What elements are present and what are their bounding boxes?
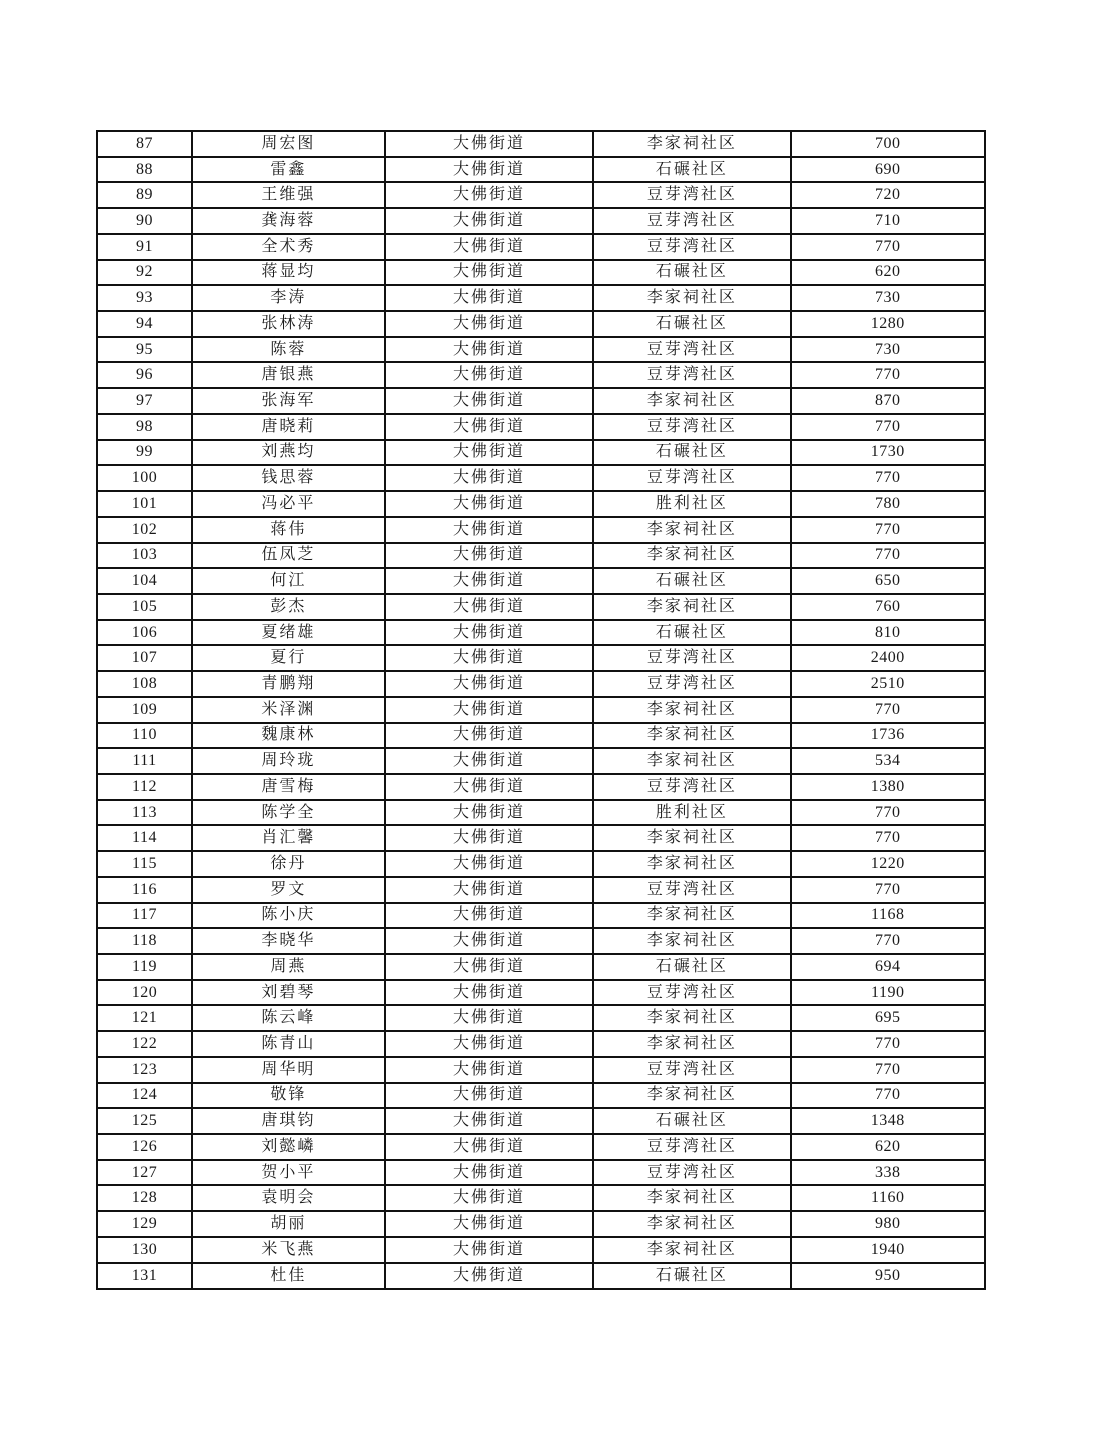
table-row [97,260,985,286]
table-row [97,877,985,903]
person-name-cell: 夏绪雄 [192,620,385,646]
amount-cell: 694 [791,954,986,980]
table-row [97,362,985,388]
person-name-cell: 袁明会 [192,1185,385,1211]
person-name-cell: 青鹏翔 [192,671,385,697]
community-cell: 李家祠社区 [593,543,790,569]
amount-cell: 870 [791,388,986,414]
row-index-cell: 92 [97,260,192,286]
amount-cell: 810 [791,620,986,646]
person-name-cell: 唐晓莉 [192,414,385,440]
table-row [97,491,985,517]
person-name-cell: 杜佳 [192,1263,385,1289]
person-name-cell: 贺小平 [192,1160,385,1186]
row-index-cell: 125 [97,1108,192,1134]
person-name-cell: 米飞燕 [192,1237,385,1263]
street-cell: 大佛街道 [385,620,594,646]
row-index-cell: 123 [97,1057,192,1083]
row-index-cell: 99 [97,440,192,466]
row-index-cell: 93 [97,285,192,311]
community-cell: 李家祠社区 [593,903,790,929]
table-row [97,337,985,363]
row-index-cell: 96 [97,362,192,388]
street-cell: 大佛街道 [385,928,594,954]
person-name-cell: 周华明 [192,1057,385,1083]
amount-cell: 770 [791,543,986,569]
amount-cell: 770 [791,928,986,954]
row-index-cell: 97 [97,388,192,414]
street-cell: 大佛街道 [385,285,594,311]
community-cell: 豆芽湾社区 [593,645,790,671]
street-cell: 大佛街道 [385,1160,594,1186]
street-cell: 大佛街道 [385,234,594,260]
row-index-cell: 103 [97,543,192,569]
street-cell: 大佛街道 [385,1031,594,1057]
person-name-cell: 李晓华 [192,928,385,954]
street-cell: 大佛街道 [385,465,594,491]
person-name-cell: 唐琪钧 [192,1108,385,1134]
person-name-cell: 夏行 [192,645,385,671]
person-name-cell: 雷鑫 [192,157,385,183]
table-row [97,1057,985,1083]
community-cell: 李家祠社区 [593,748,790,774]
table-row [97,1108,985,1134]
street-cell: 大佛街道 [385,748,594,774]
community-cell: 李家祠社区 [593,1005,790,1031]
table-row [97,1185,985,1211]
row-index-cell: 105 [97,594,192,620]
row-index-cell: 101 [97,491,192,517]
amount-cell: 770 [791,697,986,723]
community-cell: 豆芽湾社区 [593,1160,790,1186]
row-index-cell: 111 [97,748,192,774]
table-row [97,1237,985,1263]
community-cell: 李家祠社区 [593,285,790,311]
street-cell: 大佛街道 [385,517,594,543]
table-row [97,414,985,440]
street-cell: 大佛街道 [385,1263,594,1289]
street-cell: 大佛街道 [385,1005,594,1031]
street-cell: 大佛街道 [385,851,594,877]
row-index-cell: 119 [97,954,192,980]
community-cell: 豆芽湾社区 [593,1057,790,1083]
row-index-cell: 91 [97,234,192,260]
community-cell: 李家祠社区 [593,1185,790,1211]
street-cell: 大佛街道 [385,388,594,414]
person-name-cell: 周燕 [192,954,385,980]
street-cell: 大佛街道 [385,800,594,826]
community-cell: 石碾社区 [593,620,790,646]
amount-cell: 770 [791,362,986,388]
community-cell: 豆芽湾社区 [593,362,790,388]
community-cell: 李家祠社区 [593,131,790,157]
community-cell: 豆芽湾社区 [593,1134,790,1160]
amount-cell: 1190 [791,980,986,1006]
row-index-cell: 100 [97,465,192,491]
row-index-cell: 116 [97,877,192,903]
table-row [97,311,985,337]
table-row [97,980,985,1006]
person-name-cell: 陈小庆 [192,903,385,929]
row-index-cell: 102 [97,517,192,543]
street-cell: 大佛街道 [385,1134,594,1160]
person-name-cell: 蒋伟 [192,517,385,543]
table-row [97,1211,985,1237]
street-cell: 大佛街道 [385,414,594,440]
amount-cell: 730 [791,285,986,311]
table-row [97,208,985,234]
community-cell: 豆芽湾社区 [593,337,790,363]
table-row [97,568,985,594]
community-cell: 石碾社区 [593,954,790,980]
amount-cell: 770 [791,517,986,543]
table-row [97,723,985,749]
table-row [97,903,985,929]
table-row [97,748,985,774]
table-row [97,645,985,671]
community-cell: 豆芽湾社区 [593,877,790,903]
community-cell: 李家祠社区 [593,851,790,877]
row-index-cell: 117 [97,903,192,929]
community-cell: 豆芽湾社区 [593,465,790,491]
street-cell: 大佛街道 [385,337,594,363]
row-index-cell: 113 [97,800,192,826]
community-cell: 李家祠社区 [593,594,790,620]
row-index-cell: 130 [97,1237,192,1263]
amount-cell: 700 [791,131,986,157]
amount-cell: 770 [791,1031,986,1057]
street-cell: 大佛街道 [385,825,594,851]
person-name-cell: 何江 [192,568,385,594]
table-row [97,285,985,311]
community-cell: 石碾社区 [593,568,790,594]
row-index-cell: 127 [97,1160,192,1186]
person-name-cell: 王维强 [192,182,385,208]
table-row [97,954,985,980]
person-name-cell: 胡丽 [192,1211,385,1237]
street-cell: 大佛街道 [385,774,594,800]
community-cell: 石碾社区 [593,157,790,183]
roster-table [96,130,986,1290]
community-cell: 豆芽湾社区 [593,208,790,234]
community-cell: 豆芽湾社区 [593,774,790,800]
row-index-cell: 126 [97,1134,192,1160]
community-cell: 李家祠社区 [593,928,790,954]
amount-cell: 338 [791,1160,986,1186]
street-cell: 大佛街道 [385,1057,594,1083]
amount-cell: 730 [791,337,986,363]
person-name-cell: 彭杰 [192,594,385,620]
table-row [97,697,985,723]
community-cell: 李家祠社区 [593,388,790,414]
street-cell: 大佛街道 [385,208,594,234]
row-index-cell: 95 [97,337,192,363]
community-cell: 豆芽湾社区 [593,414,790,440]
row-index-cell: 88 [97,157,192,183]
table-row [97,1083,985,1109]
amount-cell: 720 [791,182,986,208]
table-row [97,620,985,646]
row-index-cell: 110 [97,723,192,749]
amount-cell: 770 [791,414,986,440]
amount-cell: 1168 [791,903,986,929]
row-index-cell: 114 [97,825,192,851]
street-cell: 大佛街道 [385,440,594,466]
person-name-cell: 唐银燕 [192,362,385,388]
person-name-cell: 肖汇馨 [192,825,385,851]
amount-cell: 980 [791,1211,986,1237]
community-cell: 石碾社区 [593,1263,790,1289]
person-name-cell: 罗文 [192,877,385,903]
amount-cell: 1736 [791,723,986,749]
table-row [97,1031,985,1057]
amount-cell: 760 [791,594,986,620]
amount-cell: 770 [791,465,986,491]
community-cell: 石碾社区 [593,440,790,466]
street-cell: 大佛街道 [385,723,594,749]
person-name-cell: 陈云峰 [192,1005,385,1031]
community-cell: 李家祠社区 [593,697,790,723]
street-cell: 大佛街道 [385,594,594,620]
person-name-cell: 敬锋 [192,1083,385,1109]
row-index-cell: 94 [97,311,192,337]
community-cell: 李家祠社区 [593,1211,790,1237]
community-cell: 石碾社区 [593,260,790,286]
community-cell: 豆芽湾社区 [593,182,790,208]
street-cell: 大佛街道 [385,362,594,388]
street-cell: 大佛街道 [385,1185,594,1211]
person-name-cell: 张海军 [192,388,385,414]
person-name-cell: 蒋显均 [192,260,385,286]
row-index-cell: 90 [97,208,192,234]
street-cell: 大佛街道 [385,1108,594,1134]
amount-cell: 695 [791,1005,986,1031]
row-index-cell: 87 [97,131,192,157]
amount-cell: 1160 [791,1185,986,1211]
person-name-cell: 刘懿嶙 [192,1134,385,1160]
street-cell: 大佛街道 [385,1237,594,1263]
row-index-cell: 108 [97,671,192,697]
person-name-cell: 冯必平 [192,491,385,517]
table-row [97,800,985,826]
table-row [97,671,985,697]
street-cell: 大佛街道 [385,157,594,183]
table-row [97,440,985,466]
table-row [97,594,985,620]
row-index-cell: 121 [97,1005,192,1031]
person-name-cell: 米泽渊 [192,697,385,723]
table-row [97,517,985,543]
community-cell: 李家祠社区 [593,517,790,543]
table-row [97,182,985,208]
table-row [97,388,985,414]
amount-cell: 620 [791,1134,986,1160]
row-index-cell: 118 [97,928,192,954]
person-name-cell: 陈蓉 [192,337,385,363]
table-row [97,465,985,491]
roster-table-body [97,131,985,1289]
row-index-cell: 104 [97,568,192,594]
amount-cell: 1220 [791,851,986,877]
street-cell: 大佛街道 [385,1083,594,1109]
amount-cell: 650 [791,568,986,594]
community-cell: 石碾社区 [593,311,790,337]
street-cell: 大佛街道 [385,260,594,286]
street-cell: 大佛街道 [385,697,594,723]
community-cell: 李家祠社区 [593,1031,790,1057]
row-index-cell: 89 [97,182,192,208]
table-row [97,928,985,954]
person-name-cell: 刘燕均 [192,440,385,466]
community-cell: 李家祠社区 [593,825,790,851]
table-row [97,774,985,800]
community-cell: 豆芽湾社区 [593,980,790,1006]
row-index-cell: 115 [97,851,192,877]
street-cell: 大佛街道 [385,311,594,337]
community-cell: 豆芽湾社区 [593,234,790,260]
amount-cell: 620 [791,260,986,286]
person-name-cell: 伍凤芝 [192,543,385,569]
community-cell: 胜利社区 [593,800,790,826]
person-name-cell: 钱思蓉 [192,465,385,491]
table-row [97,1134,985,1160]
amount-cell: 770 [791,825,986,851]
amount-cell: 2510 [791,671,986,697]
amount-cell: 2400 [791,645,986,671]
person-name-cell: 陈学全 [192,800,385,826]
community-cell: 李家祠社区 [593,1083,790,1109]
street-cell: 大佛街道 [385,182,594,208]
amount-cell: 1380 [791,774,986,800]
person-name-cell: 徐丹 [192,851,385,877]
person-name-cell: 魏康林 [192,723,385,749]
table-row [97,543,985,569]
community-cell: 李家祠社区 [593,723,790,749]
row-index-cell: 120 [97,980,192,1006]
row-index-cell: 128 [97,1185,192,1211]
amount-cell: 534 [791,748,986,774]
community-cell: 李家祠社区 [593,1237,790,1263]
person-name-cell: 全术秀 [192,234,385,260]
table-row [97,1005,985,1031]
street-cell: 大佛街道 [385,645,594,671]
amount-cell: 1730 [791,440,986,466]
amount-cell: 770 [791,1057,986,1083]
person-name-cell: 周玲珑 [192,748,385,774]
amount-cell: 770 [791,234,986,260]
person-name-cell: 张林涛 [192,311,385,337]
amount-cell: 770 [791,800,986,826]
amount-cell: 950 [791,1263,986,1289]
street-cell: 大佛街道 [385,131,594,157]
street-cell: 大佛街道 [385,491,594,517]
community-cell: 石碾社区 [593,1108,790,1134]
table-row [97,157,985,183]
street-cell: 大佛街道 [385,980,594,1006]
amount-cell: 770 [791,1083,986,1109]
row-index-cell: 106 [97,620,192,646]
person-name-cell: 龚海蓉 [192,208,385,234]
amount-cell: 770 [791,877,986,903]
amount-cell: 1940 [791,1237,986,1263]
row-index-cell: 131 [97,1263,192,1289]
person-name-cell: 陈青山 [192,1031,385,1057]
person-name-cell: 刘碧琴 [192,980,385,1006]
amount-cell: 690 [791,157,986,183]
person-name-cell: 周宏图 [192,131,385,157]
street-cell: 大佛街道 [385,903,594,929]
community-cell: 胜利社区 [593,491,790,517]
street-cell: 大佛街道 [385,954,594,980]
street-cell: 大佛街道 [385,671,594,697]
row-index-cell: 109 [97,697,192,723]
person-name-cell: 李涛 [192,285,385,311]
street-cell: 大佛街道 [385,1211,594,1237]
street-cell: 大佛街道 [385,568,594,594]
table-row [97,234,985,260]
amount-cell: 1280 [791,311,986,337]
amount-cell: 710 [791,208,986,234]
row-index-cell: 98 [97,414,192,440]
street-cell: 大佛街道 [385,877,594,903]
amount-cell: 780 [791,491,986,517]
table-row [97,825,985,851]
row-index-cell: 107 [97,645,192,671]
row-index-cell: 122 [97,1031,192,1057]
row-index-cell: 124 [97,1083,192,1109]
street-cell: 大佛街道 [385,543,594,569]
table-row [97,1160,985,1186]
row-index-cell: 112 [97,774,192,800]
table-row [97,131,985,157]
community-cell: 豆芽湾社区 [593,671,790,697]
table-row [97,851,985,877]
amount-cell: 1348 [791,1108,986,1134]
row-index-cell: 129 [97,1211,192,1237]
person-name-cell: 唐雪梅 [192,774,385,800]
table-row [97,1263,985,1289]
